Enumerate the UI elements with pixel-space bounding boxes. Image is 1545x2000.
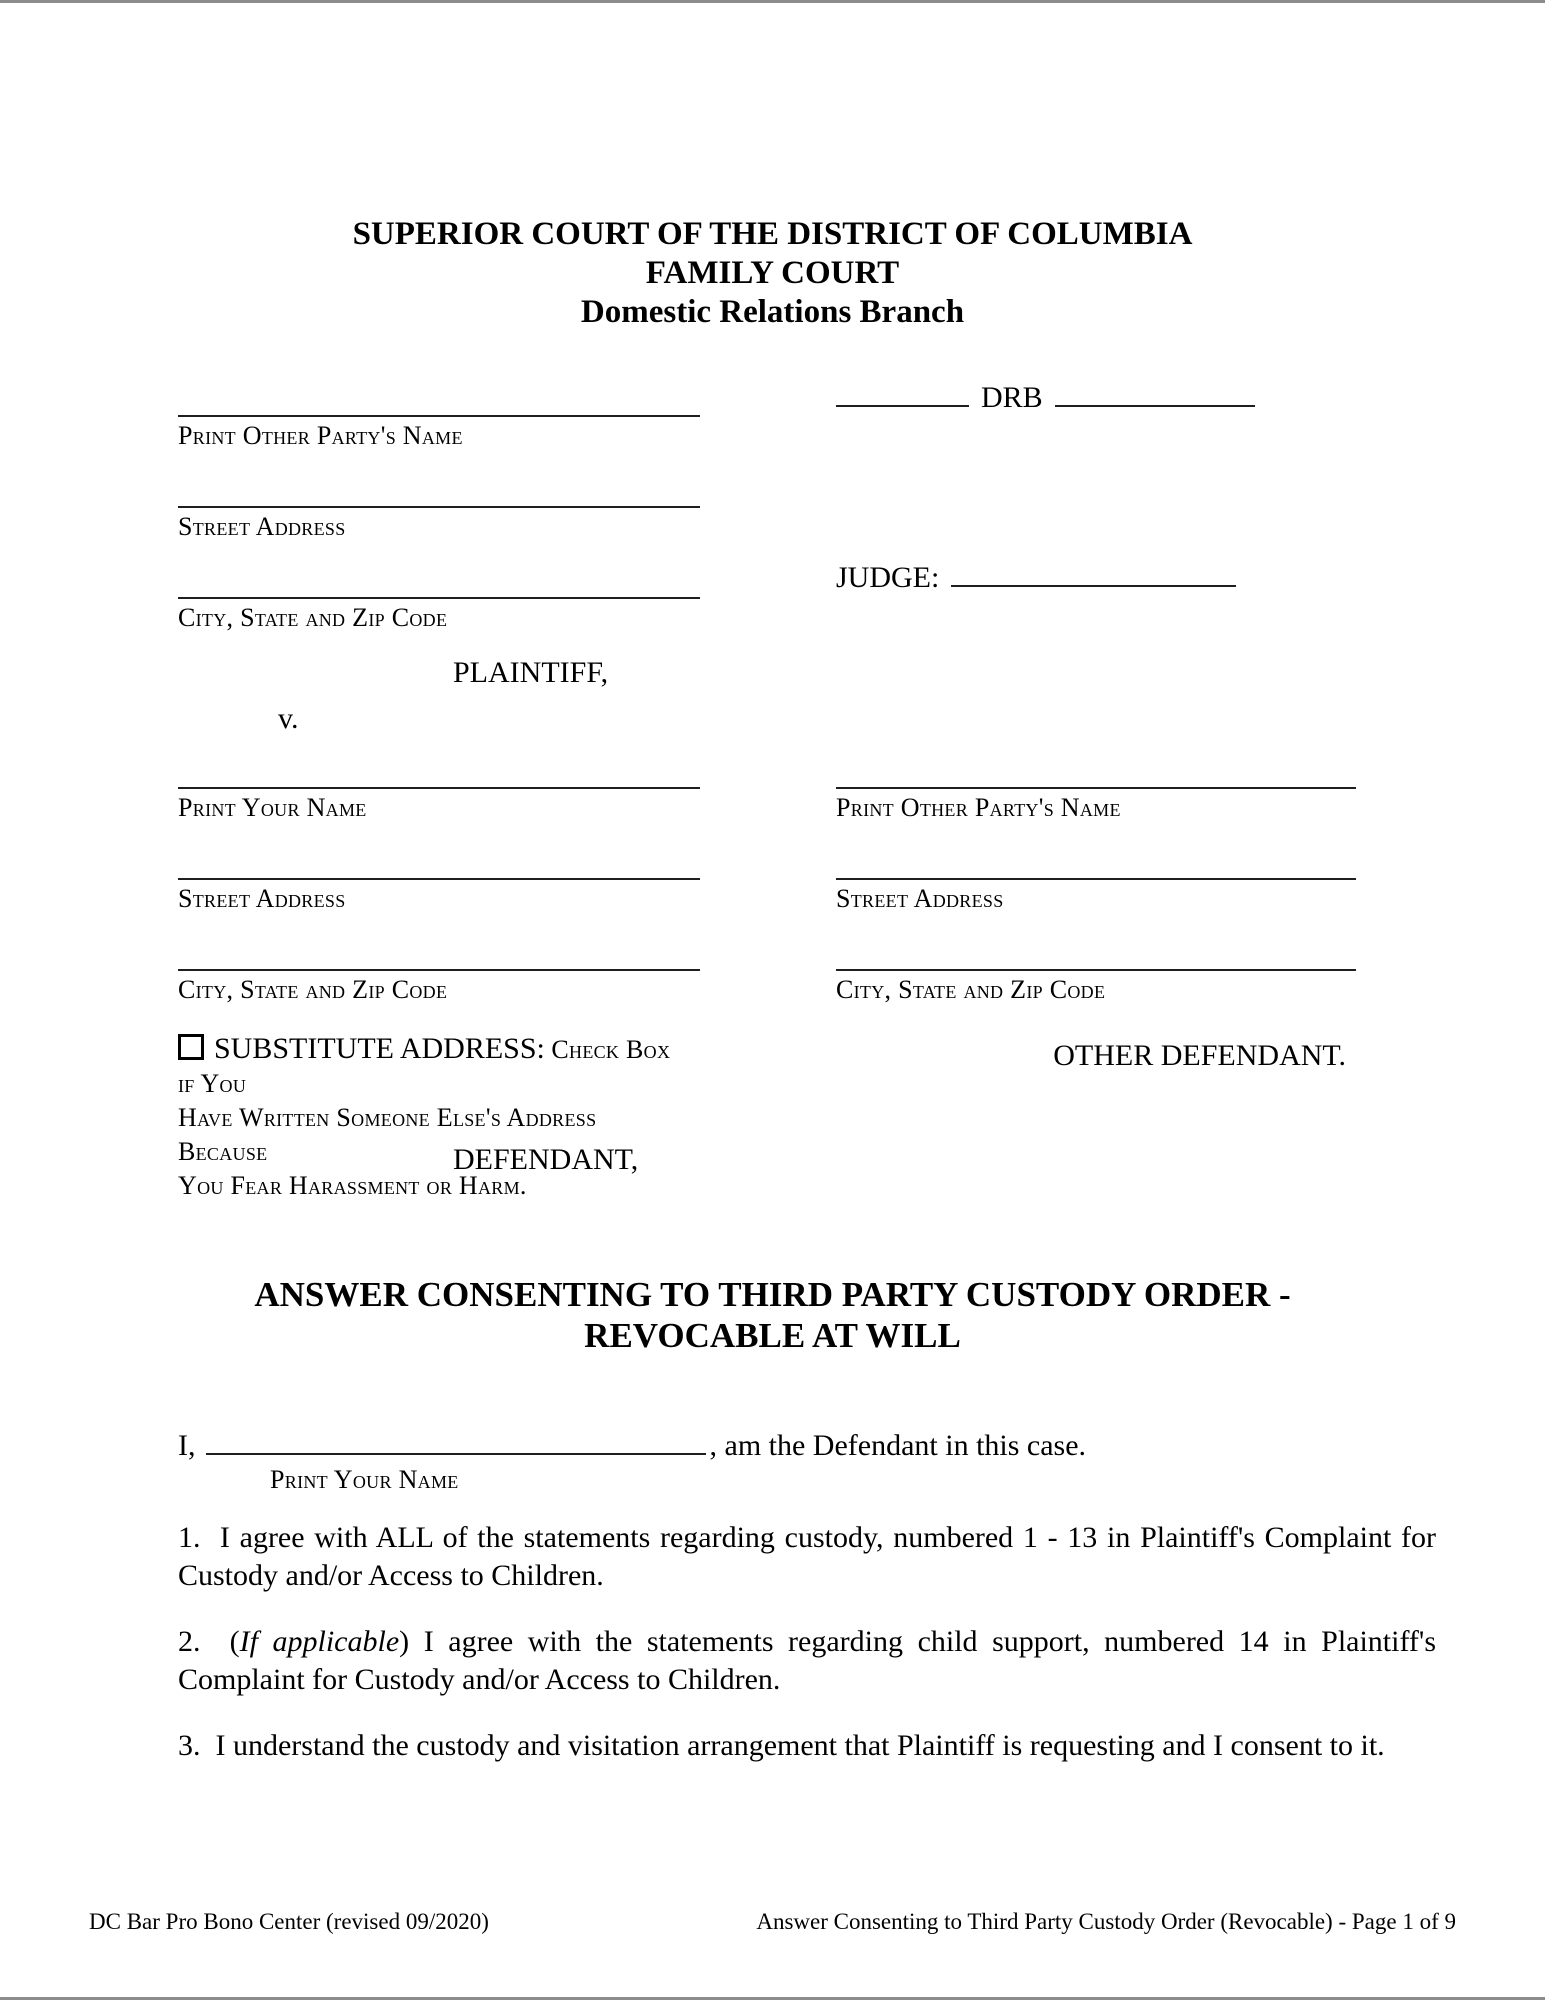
judge-name-line[interactable] [951,551,1236,587]
substitute-address-title: SUBSTITUTE ADDRESS: [214,1032,545,1065]
case-number-block [836,371,1361,595]
plaintiff-street-address-line[interactable] [178,464,700,508]
intro-your-name-line[interactable] [206,1421,706,1455]
other-defendant-city-state-zip-line[interactable] [836,927,1356,971]
defendant-name-line[interactable] [178,745,700,789]
field-label: City, State and Zip Code [178,603,448,632]
case-number-prefix-line[interactable] [836,371,969,407]
paragraph-3: 3. I understand the custody and visitation arrangement that Plaintiff is requesting and I consent to it. [178,1729,1385,1762]
judge-label: JUDGE: [836,561,940,594]
field-group [836,745,1356,823]
intro-post: , am the Defendant in this case. [709,1429,1087,1462]
drb-label: DRB [981,381,1043,414]
field-label: Street Address [178,884,346,913]
field-group [178,927,700,1005]
field-label: Print Other Party's Name [178,421,463,450]
substitute-address-text: Check Box if You [178,1035,671,1098]
field-label: Street Address [178,512,346,541]
court-name: SUPERIOR COURT OF THE DISTRICT OF COLUMBIA [352,216,1193,252]
body-paragraphs [178,1519,1444,1793]
page-footer [89,1909,1456,1935]
paragraph-2 [178,1623,1444,1699]
plaintiff-name-line[interactable] [178,373,700,417]
defendant-street-address-line[interactable] [178,836,700,880]
document-title: ANSWER CONSENTING TO THIRD PARTY CUSTODY ORDER - REVOCABLE AT WILL [254,1275,1291,1355]
field-label: City, State and Zip Code [836,975,1106,1004]
footer-left: DC Bar Pro Bono Center (revised 09/2020) [89,1909,489,1934]
substitute-address-block [178,1032,690,1203]
court-branch: Domestic Relations Branch [580,294,965,330]
defendant-caption-block [178,745,700,1203]
field-label: City, State and Zip Code [178,975,448,1004]
paragraph-2-italic: If applicable [239,1625,400,1658]
plaintiff-caption-block [178,373,700,646]
field-label: Street Address [836,884,1004,913]
paragraph-1: 1. I agree with ALL of the statements regarding custody, numbered 1 - 13 in Plaintiff's Complaint for Custody and/or Access to Children. [178,1521,1444,1592]
intro-sentence [178,1421,1458,1495]
plaintiff-role-label: PLAINTIFF, [453,656,609,689]
field-group [178,373,700,451]
court-division: FAMILY COURT [645,255,900,291]
intro-name-label: Print Your Name [270,1465,459,1494]
substitute-address-checkbox[interactable] [178,1034,204,1060]
versus-label: v. [278,702,299,735]
document-title-wrap [0,1274,1545,1356]
substitute-address-text: Have Written Someone Else's Address Because [178,1103,597,1166]
substitute-address-line1 [178,1032,690,1101]
field-group [178,836,700,914]
footer-right: Answer Consenting to Third Party Custody Order (Revocable) - Page 1 of 9 [756,1909,1456,1934]
case-number-row [836,371,1361,415]
other-defendant-street-address-line[interactable] [836,836,1356,880]
field-group [178,745,700,823]
defendant-role-label: DEFENDANT, [453,1143,639,1176]
intro-pre: I, [178,1429,196,1462]
case-number-suffix-line[interactable] [1055,371,1255,407]
other-defendant-name-line[interactable] [836,745,1356,789]
paragraph-2-pre: 2. ( [178,1625,240,1658]
field-group [178,555,700,633]
field-group [178,464,700,542]
defendant-city-state-zip-line[interactable] [178,927,700,971]
field-label: Print Other Party's Name [836,793,1121,822]
field-group [836,836,1356,914]
field-label: Print Your Name [178,793,367,822]
other-defendant-role-label: OTHER DEFENDANT. [1053,1039,1346,1072]
substitute-address-text: You Fear Harassment or Harm. [178,1171,527,1200]
paragraph-2-post: ) I agree with the statements regarding child support, numbered 14 in Plaintiff's Complaint for Custody and/or Access to Children. [178,1625,1444,1696]
plaintiff-city-state-zip-line[interactable] [178,555,700,599]
court-header [0,215,1545,332]
judge-row [836,551,1361,595]
other-defendant-caption-block [836,745,1356,1073]
field-group [836,927,1356,1005]
